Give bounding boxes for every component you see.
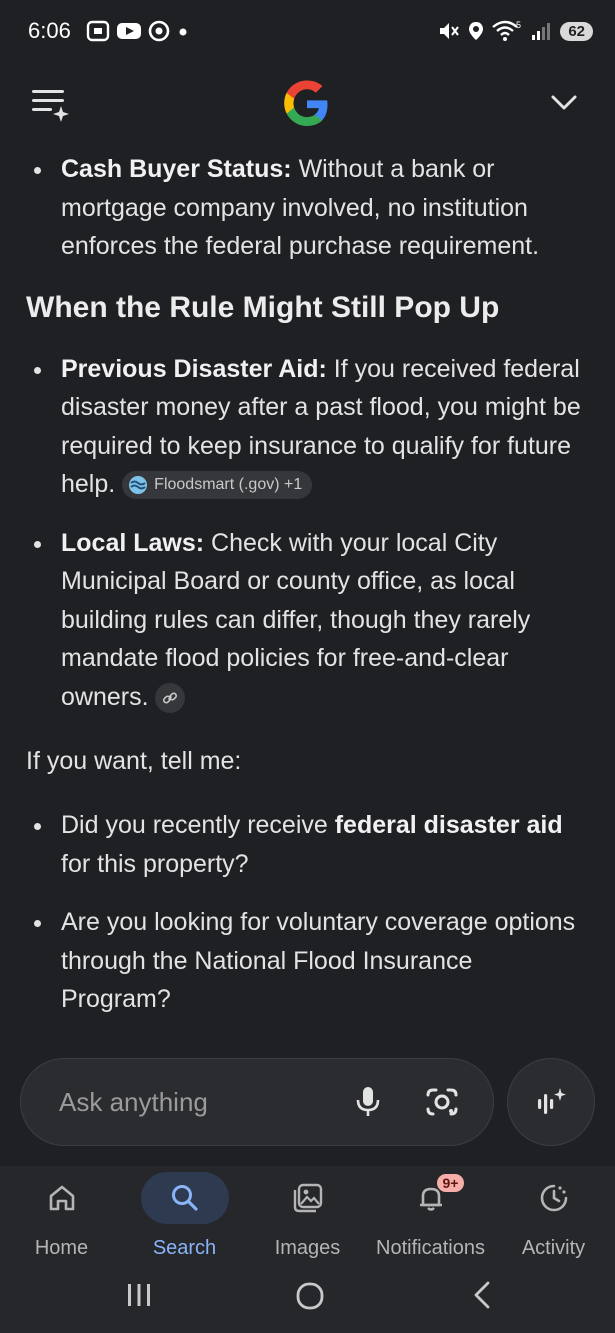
menu-button[interactable] — [30, 84, 70, 124]
status-time: 6:06 — [28, 18, 71, 43]
mute-icon — [438, 20, 460, 42]
system-navigation-bar — [0, 1266, 615, 1333]
source-chip-floodsmart[interactable] — [122, 471, 312, 499]
source-chip-label: Floodsmart (.gov) +1 — [154, 476, 303, 494]
sound-wave-sparkle-icon — [534, 1085, 568, 1119]
status-bar — [0, 0, 615, 64]
nav-home-label: Home — [34, 1237, 89, 1259]
section-heading: When the Rule Might Still Pop Up — [26, 290, 500, 324]
question-aid-bold: federal disaster aid — [334, 811, 563, 839]
list-item-question-aid — [0, 806, 615, 883]
signal-icon — [530, 20, 552, 42]
nav-images[interactable] — [246, 1166, 369, 1266]
home-circle-icon — [294, 1280, 326, 1312]
recents-icon — [124, 1280, 154, 1310]
nav-notifications-label: Notifications — [376, 1237, 485, 1259]
ai-response — [0, 150, 615, 1019]
signal-superscript: 5 — [516, 20, 522, 30]
nav-notifications[interactable] — [369, 1166, 492, 1266]
back-icon — [468, 1280, 498, 1310]
notifications-badge: 9+ — [437, 1174, 465, 1192]
nav-activity[interactable] — [492, 1166, 615, 1266]
question-aid-pre: Did you recently receive — [61, 811, 335, 839]
tell-me-text: If you want, tell me: — [26, 747, 242, 775]
nav-search[interactable] — [123, 1166, 246, 1266]
bullet-list-top — [0, 150, 615, 266]
live-mode-button[interactable] — [507, 1058, 595, 1146]
ask-input-placeholder: Ask anything — [59, 1087, 208, 1117]
chevron-down-icon — [548, 86, 580, 118]
images-icon — [292, 1182, 324, 1214]
nav-images-label: Images — [274, 1237, 341, 1259]
location-icon — [468, 20, 484, 42]
camera-lens-icon — [425, 1085, 459, 1119]
list-item-local-laws — [0, 524, 615, 717]
floodsmart-logo-icon — [128, 475, 148, 495]
cash-buyer-label: Cash Buyer Status: — [61, 155, 292, 183]
battery-indicator: 62 — [560, 22, 593, 41]
list-item-cash-buyer — [0, 150, 615, 266]
local-laws-label: Local Laws: — [61, 528, 205, 557]
disaster-aid-text: If you received federal disaster money after a past flood, you might be required to keep insurance to qualify for future help. — [61, 354, 581, 498]
collapse-button[interactable] — [548, 86, 580, 118]
bullet-list-questions — [0, 806, 615, 1019]
activity-icon — [538, 1182, 570, 1214]
back-button[interactable] — [468, 1280, 498, 1315]
local-laws-text: Check with your local City Municipal Board or county office, as local building rules can differ, though they rarely mandate flood policies for free-and-clear owners. — [61, 528, 531, 711]
list-item-question-coverage — [0, 903, 615, 1019]
link-icon — [162, 690, 178, 706]
home-system-button[interactable] — [294, 1280, 326, 1317]
link-chip[interactable] — [155, 683, 185, 713]
dot-icon — [176, 20, 190, 42]
youtube-icon — [116, 21, 142, 41]
voice-search-button[interactable] — [355, 1085, 381, 1119]
question-coverage-text: Are you looking for voluntary coverage options through the National Flood Insurance Program? — [61, 908, 576, 1013]
bottom-navigation — [0, 1166, 615, 1266]
lens-button[interactable] — [425, 1085, 459, 1119]
ask-input[interactable] — [20, 1058, 494, 1146]
status-system-icons — [438, 20, 593, 42]
nav-home[interactable] — [0, 1166, 123, 1266]
question-aid-post: for this property? — [61, 849, 249, 878]
recents-button[interactable] — [124, 1280, 154, 1315]
list-item-disaster-aid — [0, 350, 615, 504]
search-icon — [170, 1183, 200, 1213]
microphone-icon — [355, 1085, 381, 1119]
nav-search-label: Search — [152, 1237, 217, 1259]
screenshot-icon — [86, 20, 110, 42]
menu-sparkle-icon — [30, 84, 70, 124]
home-icon — [47, 1183, 77, 1213]
disaster-aid-label: Previous Disaster Aid: — [61, 354, 327, 383]
google-g-logo[interactable] — [283, 80, 331, 128]
chrome-icon — [148, 20, 170, 42]
nav-activity-label: Activity — [521, 1237, 586, 1259]
wifi-icon — [492, 20, 522, 42]
app-header — [0, 64, 615, 144]
status-notification-icons — [86, 20, 190, 42]
cash-buyer-text: Without a bank or mortgage company involved, no institution enforces the federal purchase requirement. — [61, 155, 540, 260]
bullet-list-rule — [0, 350, 615, 717]
